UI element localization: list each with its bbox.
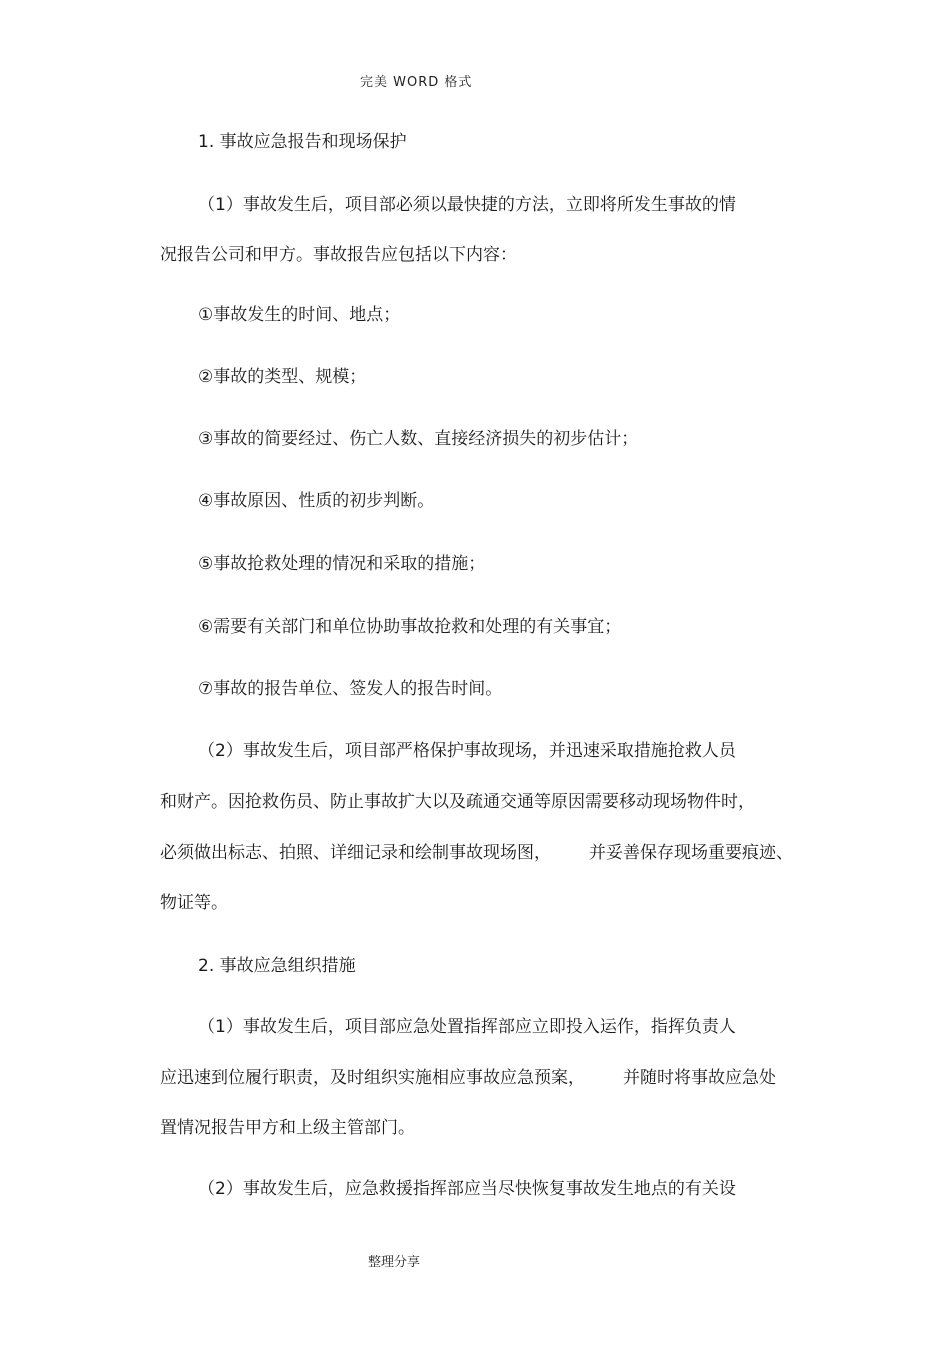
section-heading-1: 1. 事故应急报告和现场保护 xyxy=(198,132,407,152)
paragraph-line: 置情况报告甲方和上级主管部门。 xyxy=(160,1118,415,1138)
paragraph-line xyxy=(160,1067,776,1089)
list-item: ③事故的简要经过、伤亡人数、直接经济损失的初步估计； xyxy=(198,429,639,449)
paragraph-line: （2）事故发生后，应急救援指挥部应当尽快恢复事故发生地点的有关设 xyxy=(198,1179,736,1199)
paragraph-line xyxy=(160,842,793,864)
paragraph-line: 物证等。 xyxy=(160,893,228,913)
list-item: ②事故的类型、规模； xyxy=(198,367,367,387)
paragraph-line-part: 并妥善保存现场重要痕迹、 xyxy=(589,843,793,863)
paragraph-line: （1）事故发生后，项目部应急处置指挥部应立即投入运作，指挥负责人 xyxy=(198,1017,736,1037)
list-item: ⑦事故的报告单位、签发人的报告时间。 xyxy=(198,679,503,699)
list-item: ①事故发生的时间、地点； xyxy=(198,305,401,325)
paragraph-line: 况报告公司和甲方。事故报告应包括以下内容： xyxy=(160,245,517,265)
paragraph-line: （1）事故发生后，项目部必须以最快捷的方法，立即将所发生事故的情 xyxy=(198,195,736,215)
paragraph-line: （2）事故发生后，项目部严格保护事故现场，并迅速采取措施抢救人员 xyxy=(198,741,736,761)
paragraph-line-part: 必须做出标志、拍照、详细记录和绘制事故现场图， xyxy=(160,843,551,863)
list-item: ⑥需要有关部门和单位协助事故抢救和处理的有关事宜； xyxy=(198,617,622,637)
paragraph-line-part: 应迅速到位履行职责，及时组织实施相应事故应急预案， xyxy=(160,1068,585,1088)
page-footer: 整理分享 xyxy=(368,1255,421,1270)
list-item: ④事故原因、性质的初步判断。 xyxy=(198,491,435,511)
paragraph-line: 和财产。因抢救伤员、防止事故扩大以及疏通交通等原因需要移动现场物件时， xyxy=(160,792,755,812)
section-heading-2: 2. 事故应急组织措施 xyxy=(198,956,356,976)
paragraph-line-part: 并随时将事故应急处 xyxy=(623,1068,776,1088)
list-item: ⑤事故抢救处理的情况和采取的措施； xyxy=(198,554,486,574)
page-header: 完美 WORD 格式 xyxy=(360,75,473,90)
